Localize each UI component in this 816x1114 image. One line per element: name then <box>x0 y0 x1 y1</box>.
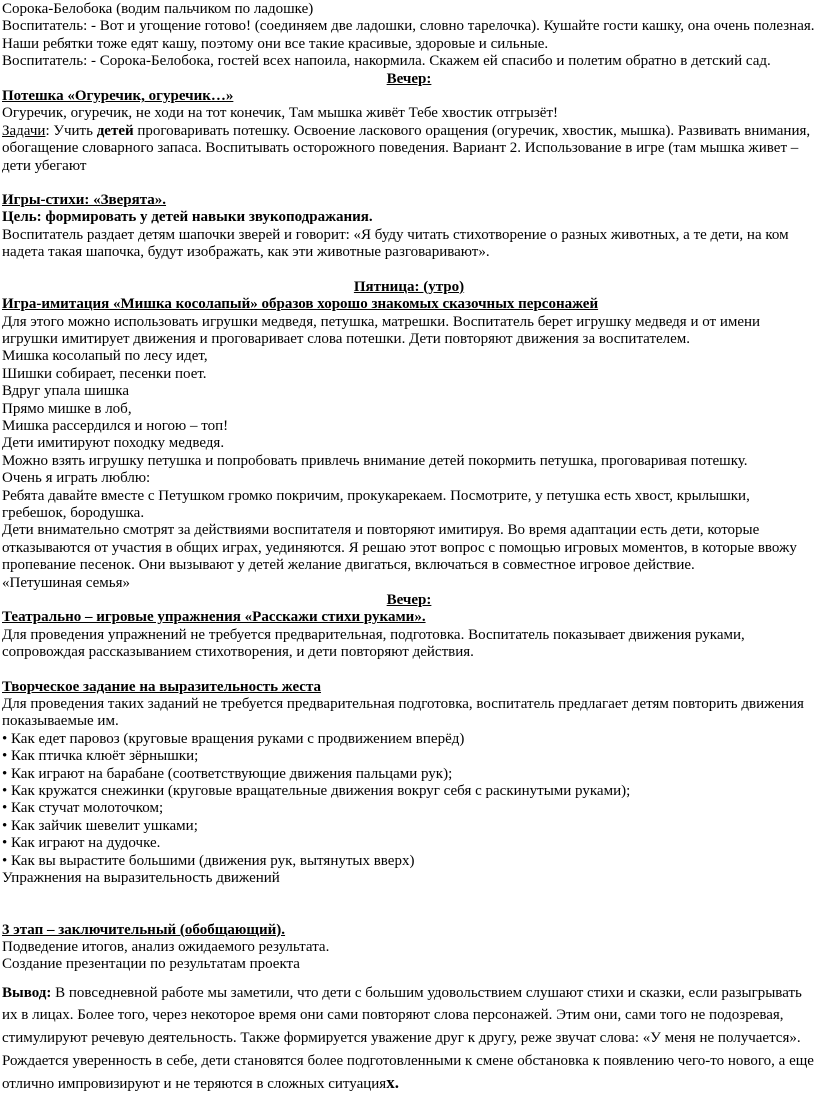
stage3-line-1: Подведение итогов, анализ ожидаемого результата. <box>2 938 330 955</box>
list-item: • Как кружатся снежинки (круговые вращательные движения вокруг себя с раскинутыми руками); <box>2 783 631 800</box>
imitate-text: Дети имитируют походку медведя. <box>2 435 225 452</box>
poem-line: Шишки собирает, песенки поет. <box>2 365 207 382</box>
shout-text: Ребята давайте вместе с Петушком громко покричим, прокукарекаем. Посмотрите, у петушка есть хвост, крылышки, гребешок, бородушка. <box>2 487 750 521</box>
list-item: • Как зайчик шевелит ушками; <box>2 817 198 834</box>
rooster-text: Можно взять игрушку петушка и попробовать привлечь внимание детей покормить петушка, проговаривая потешку. <box>2 452 748 469</box>
rhyme-title: Потешка «Огуречик, огуречик…» <box>2 88 234 105</box>
family-text: «Петушиная семья» <box>2 574 130 591</box>
spacer <box>2 175 816 192</box>
tasks-bold: детей <box>96 122 134 139</box>
list-item: • Как играют на дудочке. <box>2 835 161 852</box>
theatre-title: Театрально – игровые упражнения «Расскажи стихи руками». <box>2 609 426 626</box>
imitation-game-title: Игра-имитация «Мишка косолапый» образов хорошо знакомых сказочных персонажей <box>2 296 599 313</box>
poem-line: Мишка косолапый по лесу идет, <box>2 348 208 365</box>
rhyme-text: Огуречик, огуречик, не ходи на тот конечик, Там мышка живёт Тебе хвостик отгрызёт! <box>2 105 559 122</box>
imitation-intro: Для этого можно использовать игрушки медведя, петушка, матрешки. Воспитатель берет игрушку медведя и от имени игрушки имитирует движения и проговаривает слова потешки. Дети повторяют движения за воспитателем. <box>2 313 761 347</box>
conclusion-text: В повседневной работе мы заметили, что дети с большим удовольствием слушают стихи и сказки, если разыгрывать их в лицах. Более того, через некоторое время они сами повторяют слова персонажей. Этим они, сами того не подозревая, стимулируют речевую деятельность. Также формируется уважение друг к другу, реже звучат слова: «У меня не получается». Рождается уверенность в себе, дети становятся более подготовленными к смене обстановка к появлению чего-то нового, а еще отлично импровизируют и не теряются в сложных ситуация <box>2 984 814 1093</box>
theatre-text: Для проведения упражнений не требуется предварительная, подготовка. Воспитатель показывает движения руками, сопровождая рассказыванием стихотворения, и дети повторяют действия. <box>2 626 745 661</box>
intro-line-1: Сорока-Белобока (водим пальчиком по ладошке) <box>2 1 314 17</box>
loves-text: Очень я играть люблю: <box>2 470 151 487</box>
tasks-paragraph <box>2 123 816 175</box>
intro-line-2: Воспитатель: - Вот и угощение готово! (соединяем две ладошки, словно тарелочка). Кушайте гости кашку, она очень полезная. Наши ребятки тоже едят кашу, поэтому они все такие красивые, здоровые и сильные. <box>2 18 815 52</box>
spacer <box>2 888 816 905</box>
tasks-post: проговаривать потешку. Освоение ласкового оращения (огуречик, хвостик, мышка). Развивать внимания, обогащение словарного запаса. Воспитывать осторожного поведения. Вариант 2. Использование в игре (там мышка живет – дети убегают <box>2 122 811 174</box>
game-text: Воспитатель раздает детям шапочки зверей и говорит: «Я буду читать стихотворение о разных животных, а те дети, на ком надета такая шапочка, будут изображать, как эти животные разговаривают». <box>2 226 789 261</box>
exercises-text: Упражнения на выразительность движений <box>2 870 280 887</box>
stage3-title: 3 этап – заключительный (обобщающий). <box>2 921 286 938</box>
intro-line-3: Воспитатель: - Сорока-Белобока, гостей всех напоила, накормила. Скажем ей спасибо и полетим обратно в детский сад. <box>2 53 771 70</box>
creative-text: Для проведения таких заданий не требуется предварительная подготовка, воспитатель предлагает детям повторить движения показываемые им. <box>2 696 804 730</box>
conclusion-paragraph <box>2 982 816 1096</box>
list-item: • Как едет паровоз (круговые вращения руками с продвижением вперёд) <box>2 730 465 747</box>
evening-heading-2: Вечер: <box>386 592 432 608</box>
spacer <box>2 662 816 679</box>
evening-heading-1: Вечер: <box>386 70 432 87</box>
spacer <box>2 262 816 279</box>
tasks-pre: : Учить <box>45 122 97 139</box>
conclusion-label: Вывод: <box>2 984 52 1001</box>
spacer <box>2 974 816 982</box>
list-item: • Как играют на барабане (соответствующие движения пальцами рук); <box>2 765 453 782</box>
spacer <box>2 905 816 922</box>
poem-line: Прямо мишке в лоб, <box>2 400 132 417</box>
list-item: • Как вы вырастите большими (движения рук, вытянутых вверх) <box>2 852 415 869</box>
poem-line: Мишка рассердился и ногою – топ! <box>2 417 229 434</box>
creative-title: Творческое задание на выразительность жеста <box>2 678 322 695</box>
adaptation-text: Дети внимательно смотрят за действиями воспитателя и повторяют имитируя. Во время адаптации есть дети, которые отказываются от участия в общих играх, уединяются. Я решаю этот вопрос с помощью игровых моментов, в которые ввожу пропевание песенок. Они вызывают у детей желание двигаться, включаться в совместное игровое действие. <box>2 522 797 574</box>
game-goal: Цель: формировать у детей навыки звукоподражания. <box>2 209 373 226</box>
tasks-label: Задачи <box>2 122 46 139</box>
game-title: Игры-стихи: «Зверята». <box>2 192 167 209</box>
friday-heading: Пятница: (утро) <box>353 278 465 295</box>
poem-line: Вдруг упала шишка <box>2 383 130 400</box>
conclusion-tail: х. <box>386 1073 399 1093</box>
stage3-line-2: Создание презентации по результатам проекта <box>2 956 300 973</box>
list-item: • Как птичка клюёт зёрнышки; <box>2 748 199 765</box>
list-item: • Как стучат молоточком; <box>2 800 164 817</box>
